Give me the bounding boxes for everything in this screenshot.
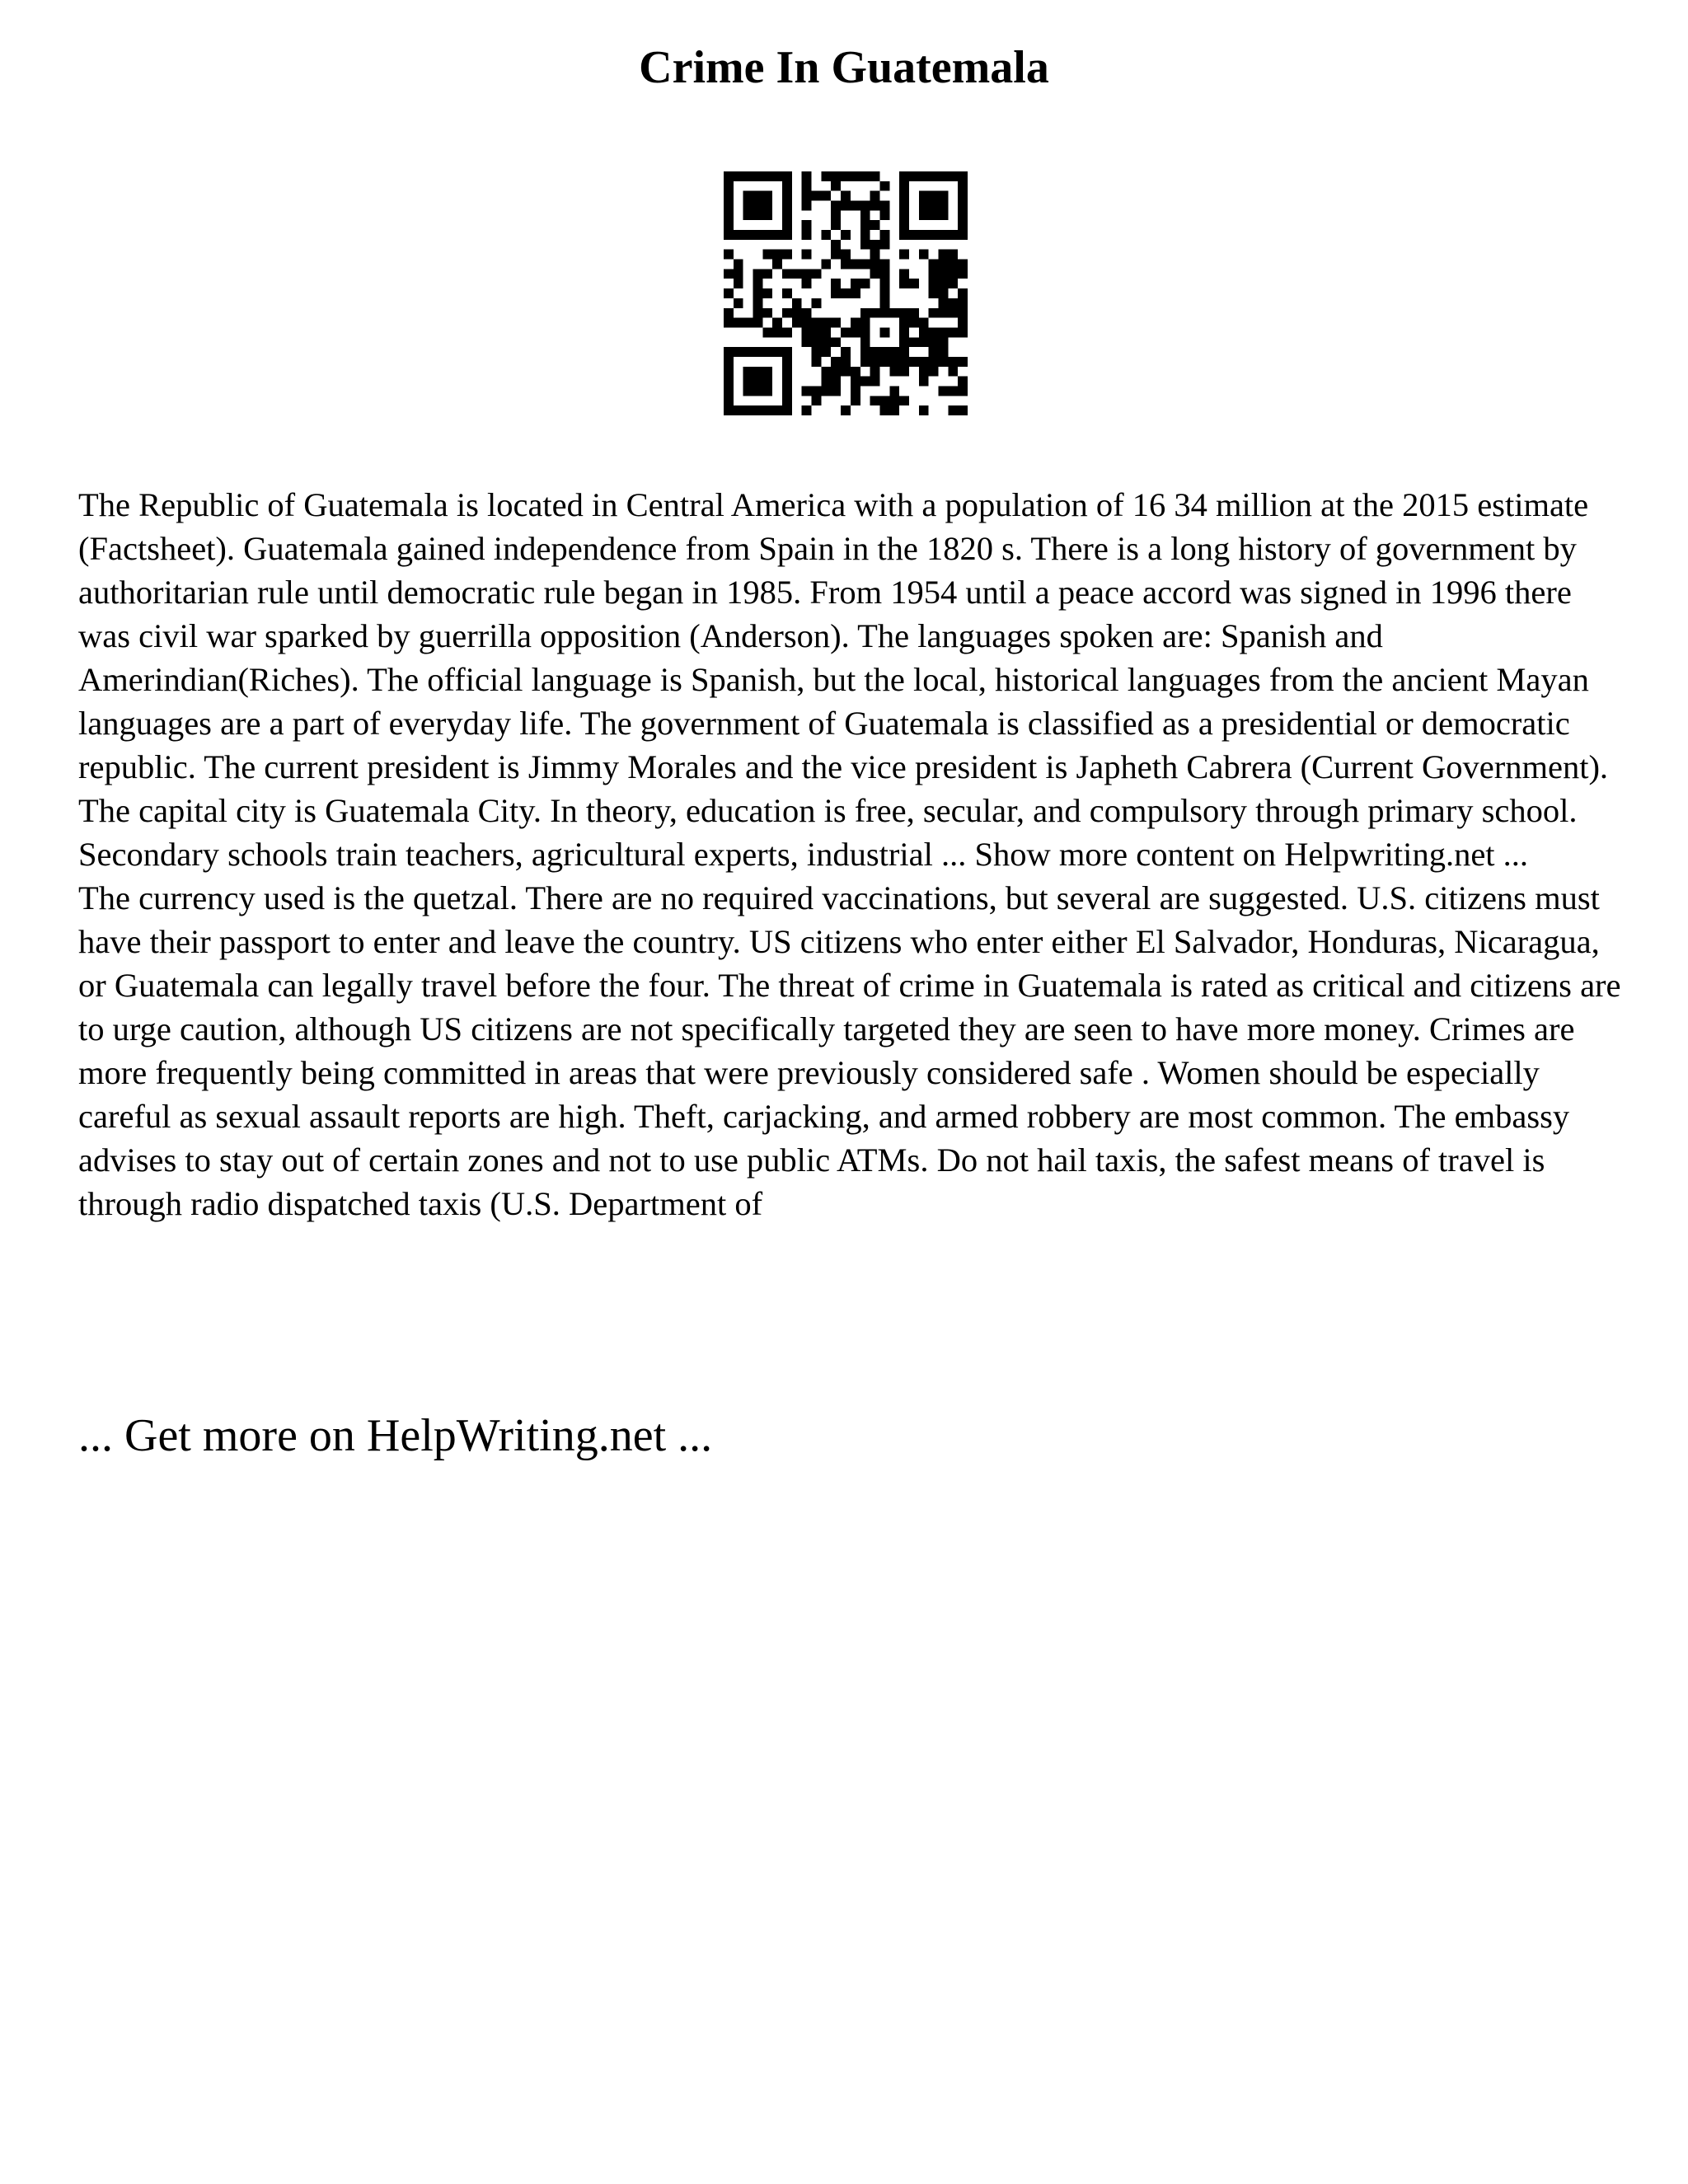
- qr-code-graphic: [724, 171, 968, 415]
- paragraph-1: The Republic of Guatemala is located in Central America with a population of 16 34 million at the 2015 estimate (Factsheet). Guatemala gained independence from Spain in the 1820 s. There is a long history of government by authoritarian rule until democratic rule began in 1985. From 1954 until a peace accord was signed in 1996 there was civil war sparked by guerrilla opposition (Anderson). The languages spoken are: Spanish and Amerindian(Riches). The official language is Spanish, but the local, historical languages from the ancient Mayan languages are a part of everyday life. The government of Guatemala is classified as a presidential or democratic republic. The current president is Jimmy Morales and the vice president is Japheth Cabrera (Current Government). The capital city is Guatemala City. In theory, education is free, secular, and compulsory through primary school. Secondary schools train teachers, agricultural experts, industrial ... Show more content on Helpwriting.net ...: [78, 486, 1609, 873]
- qr-code-icon: [724, 171, 968, 415]
- page-title: Crime In Guatemala: [639, 42, 1049, 93]
- article-body: [78, 483, 1628, 1226]
- paragraph-2: The currency used is the quetzal. There are no required vaccinations, but several are suggested. U.S. citizens must have their passport to enter and leave the country. US citizens who enter either El Salvador, Honduras, Nicaragua, or Guatemala can legally travel before the four. The threat of crime in Guatemala is rated as critical and citizens are to urge caution, although US citizens are not specifically targeted they are seen to have more money. Crimes are more frequently being committed in areas that were previously considered safe . Women should be especially careful as sexual assault reports are high. Theft, carjacking, and armed robbery are most common. The embassy advises to stay out of certain zones and not to use public ATMs. Do not hail taxis, the safest means of travel is through radio dispatched taxis (U.S. Department of: [78, 879, 1621, 1222]
- get-more-link[interactable]: ... Get more on HelpWriting.net ...: [78, 1410, 713, 1461]
